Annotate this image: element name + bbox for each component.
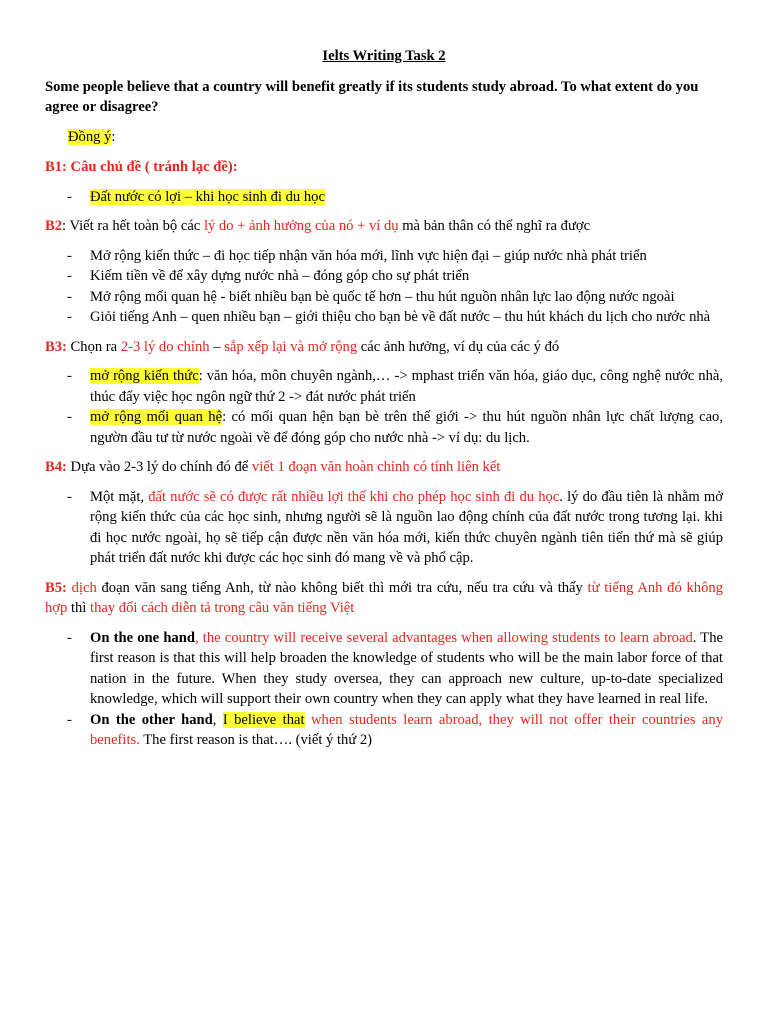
dash-bullet: - bbox=[67, 368, 72, 384]
step-b4-heading: B4: Dựa vào 2-3 lý do chính đó để viết 1 đoạn văn hoàn chỉnh có tính liên kết bbox=[45, 459, 501, 475]
list-item: - On the other hand, I believe that when students learn abroad, they will not offer their countries any benefits. The first reason is that…. (viết ý thứ 2) bbox=[67, 711, 723, 748]
step-b4-list bbox=[45, 487, 723, 569]
step-b1-heading: B1: Câu chủ đề ( tránh lạc đề): bbox=[45, 159, 238, 175]
list-item: - Mở rộng kiến thức – đi học tiếp nhận văn hóa mới, lĩnh vực hiện đại – giúp nước nhà phát triển bbox=[45, 246, 723, 267]
document-page bbox=[45, 46, 723, 760]
step-b5-heading: B5: dịch đoạn văn sang tiếng Anh, từ nào không biết thì mới tra cứu, nếu tra cứu và thấy từ tiếng Anh đó không hợp thì thay đổi cách diễn tả trong câu văn tiếng Việt bbox=[45, 579, 723, 616]
list-item: - Kiếm tiền về để xây dựng nước nhà – đóng góp cho sự phát triển bbox=[45, 266, 723, 287]
dash-bullet: - bbox=[67, 288, 72, 305]
agree-line: Đồng ý: bbox=[68, 128, 116, 145]
step-b2-list bbox=[45, 246, 723, 328]
list-item: - Một mặt, đất nước sẽ có được rất nhiều lợi thế khi cho phép học sinh đi du học. lý do đầu tiên là nhằm mở rộng kiến thức của các học sinh, nhưng người sẽ là nguồn lao động chính của đất nước trong tương lại. khi đi học nước ngoài, họ sẽ tiếp cận được nền văn hóa mới, kiến thức chuyên ngành tiên tiến thứ mà sẽ giúp phát triển đất nước khi được các học sinh đó mang về và phổ cập. bbox=[67, 488, 723, 566]
document-title: Ielts Writing Task 2 bbox=[322, 48, 446, 64]
list-item: - mở rộng mối quan hệ: có mối quan hện bạn bè trên thế giới -> thu hút nguồn nhân lực chất lượng cao, ngườn đầu tư từ nước ngoài về để đóng góp cho nước nhà -> ví dụ: du lịch. bbox=[67, 409, 724, 446]
step-b3-heading: B3: Chọn ra 2-3 lý do chính – sắp xếp lại và mở rộng các ảnh hưởng, ví dụ của các ý đó bbox=[45, 338, 560, 355]
list-item: - mở rộng kiến thức: văn hóa, môn chuyên ngành,… -> mphast triển văn hóa, giáo dục, công nghệ nước nhà, thúc đẩy việc học ngôn ngữ thứ 2 -> đát nước phát triển bbox=[67, 368, 723, 405]
dash-bullet: - bbox=[67, 268, 72, 284]
dash-bullet: - bbox=[67, 309, 72, 325]
dash-bullet: - bbox=[67, 629, 72, 646]
list-item: - Giỏi tiếng Anh – quen nhiều bạn – giới thiệu cho bạn bè về đất nước – thu hút khách du lịch cho nước nhà bbox=[45, 307, 723, 328]
list-item: - Mở rộng mối quan hệ - biết nhiều bạn bè quốc tế hơn – thu hút nguồn nhân lực lao động nước ngoài bbox=[45, 287, 723, 308]
agree-highlight: Đồng ý bbox=[68, 128, 112, 145]
list-item: - On the one hand, the country will receive several advantages when allowing students to learn abroad. The first reason is that this will help broaden the knowledge of students who will be the main labor force of that nation in the future. When they study oversea, they can approach new culture, up-to-date specialized knowledge, which will support their own country when they can apply what they have learned in real life. bbox=[67, 629, 723, 707]
list-item: - Đất nước có lợi – khi học sinh đi du học bbox=[45, 187, 723, 208]
essay-question: Some people believe that a country will benefit greatly if its students study abroad. To what extent do you agree or disagree? bbox=[45, 78, 699, 115]
dash-bullet: - bbox=[67, 247, 72, 264]
step-b5-list bbox=[45, 628, 723, 751]
dash-bullet: - bbox=[67, 188, 72, 205]
dash-bullet: - bbox=[67, 409, 72, 425]
dash-bullet: - bbox=[67, 711, 72, 728]
step-b3-list bbox=[45, 366, 723, 448]
step-b2-heading: B2: Viết ra hết toàn bộ các lý do + ảnh hưởng của nó + ví dụ mà bản thân có thể nghĩ ra được bbox=[45, 218, 591, 234]
dash-bullet: - bbox=[67, 488, 72, 505]
step-b1-list bbox=[45, 187, 723, 208]
